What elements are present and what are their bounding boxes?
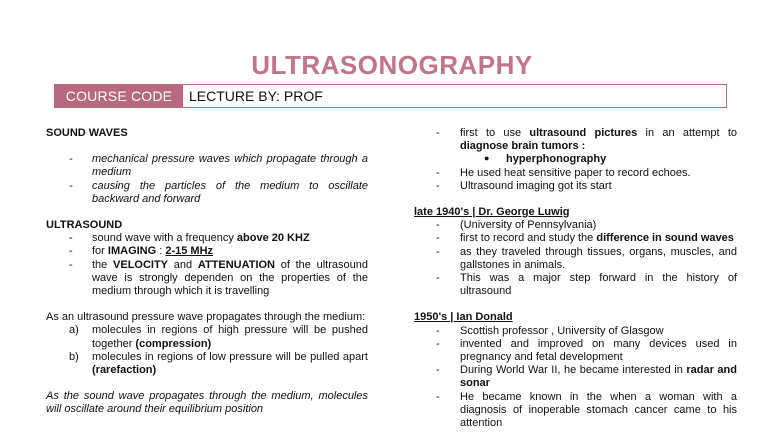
list-item: - Ultrasound imaging got its start	[436, 179, 612, 192]
ultrasound-heading: ULTRASOUND	[46, 219, 123, 232]
course-info-bar	[54, 84, 727, 108]
left-column	[46, 127, 368, 417]
list-item: - invented and improved on many devices used in pregnancy and fetal development	[436, 337, 737, 364]
sub-bullet-item: ● hyperphonography	[484, 153, 607, 166]
list-item: - mechanical pressure waves which propagate through a medium	[69, 153, 368, 179]
list-item: - He used heat sensitive paper to record echoes.	[436, 166, 691, 179]
list-item: - (University of Pennsylvania)	[436, 219, 597, 232]
list-item: - Scottish professor , University of Glasgow	[436, 324, 664, 337]
list-item: - the VELOCITY and ATTENUATION of the ultrasound wave is strongly dependen on the properties of the medium through which it is travelling	[69, 258, 368, 298]
list-item: - This was a major step forward in the history of ultrasound	[436, 272, 737, 298]
list-item: - He became known in the when a woman with a diagnosis of inoperable stomach cancer came to his attention	[436, 390, 737, 430]
sound-waves-heading: SOUND WAVES	[46, 127, 128, 139]
list-item: - causing the particles of the medium to oscillate backward and forward	[69, 179, 368, 205]
page-title: ULTRASONOGRAPHY	[251, 50, 533, 80]
list-item: a) molecules in regions of high pressure will be pushed together (compression)	[69, 324, 368, 350]
donald-heading: 1950's | Ian Donald	[414, 311, 513, 324]
right-column	[414, 127, 737, 430]
list-item: - as they traveled through tissues, organs, muscles, and gallstones in animals.	[436, 245, 737, 271]
list-item: - for IMAGING : 2-15 MHz	[69, 245, 214, 258]
lecture-by-field: LECTURE BY: PROF	[189, 88, 323, 104]
course-code-label: COURSE CODE	[55, 85, 183, 107]
list-item: - first to use ultrasound pictures in an attempt to diagnose brain tumors :	[436, 127, 737, 153]
closing-paragraph: As the sound wave propagates through the medium, molecules will oscillate around their equilibrium position	[46, 390, 368, 416]
bullet-icon: ●	[484, 153, 490, 164]
list-item: b) molecules in regions of low pressure will be pulled apart (rarefaction)	[69, 350, 368, 377]
list-item: - sound wave with a frequency above 20 KHZ	[69, 232, 310, 245]
luwig-heading: late 1940's | Dr. George Luwig	[414, 206, 570, 219]
list-item: - During World War II, he became interested in radar and sonar	[436, 364, 737, 390]
list-item: - first to record and study the difference in sound waves	[436, 232, 734, 245]
propagation-intro: As an ultrasound pressure wave propagates through the medium:	[46, 311, 366, 324]
